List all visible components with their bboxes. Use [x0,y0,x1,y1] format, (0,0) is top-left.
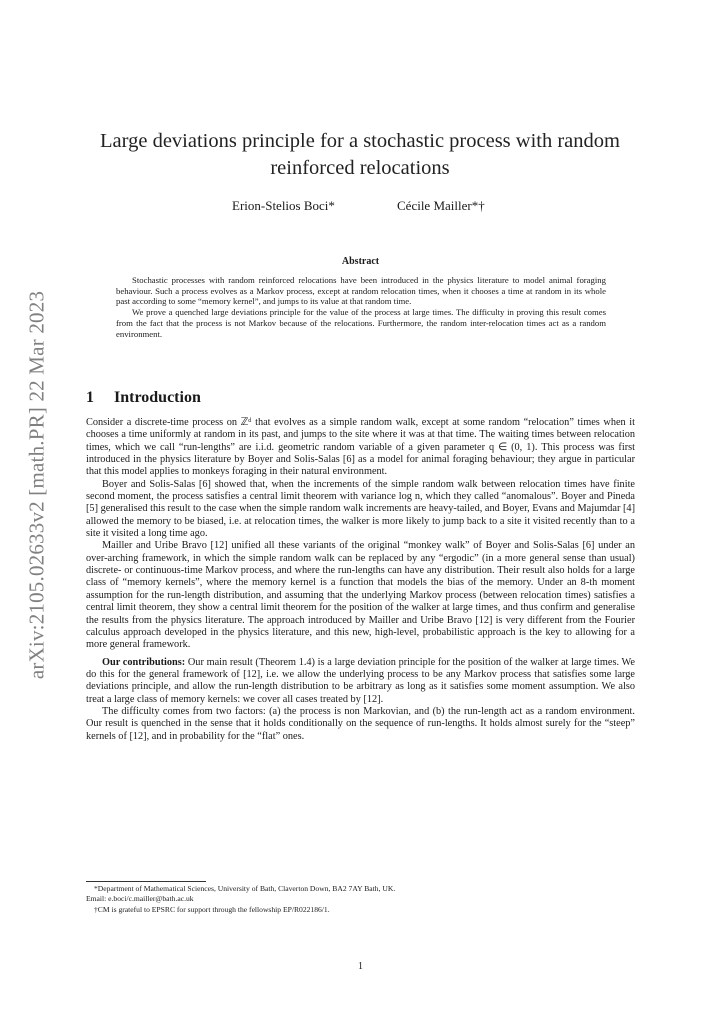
abstract-paragraph-1: Stochastic processes with random reinforced relocations have been introduced in the physics literature to model animal foraging behaviour. Such a process evolves as a Markov process, except at random relocation times, when it chooses a time at random in its whole past according to some “memory kernel”, and jumps to its value at that random time. [116,275,606,307]
body-paragraph-4 [86,657,635,706]
footnote-rule [86,881,206,882]
footnote-affiliation: *Department of Mathematical Sciences, University of Bath, Claverton Down, BA2 7AY Bath, UK. [94,884,396,893]
author-1: Erion-Stelios Boci* [232,198,335,213]
section-title: Introduction [114,389,201,406]
contributions-text: Our main result (Theorem 1.4) is a large deviation principle for the position of the walker at large times. We do this for the general framework of [12], i.e. we allow the underlying process to be any Markov process that satisfies some large deviations principle, and allow the run-length distribution to be arbitrary as long as it satisfies some moment assumption. We also treat a large class of memory kernels: we cover all cases treated by [12]. [86,656,635,705]
abstract-paragraph-2: We prove a quenched large deviations principle for the value of the process at large times. The difficulty in proving this result comes from the fact that the process is not Markov because of the relocations. Furthermore, the random inter-relocation times act as a random environment. [116,307,606,339]
section-heading [86,389,201,407]
arxiv-sidebar-stamp [22,290,52,680]
author-list [0,198,721,216]
page-number: 1 [358,961,363,972]
body-paragraph-2: Boyer and Solis-Salas [6] showed that, when the increments of the simple random walk between relocation times have finite second moment, the process satisfies a central limit theorem with variance log n, which they called “anomalous”. Boyer and Pineda [5] generalised this result to the case when the simple random walk increments are heavy-tailed, and Boyer, Evans and Majumdar [4] allowed the memory to be biased, i.e. at relocation times, the walker is more likely to jump back to a site it visited recently than to a site it visited a long time ago. [86,478,635,540]
paper-title: Large deviations principle for a stochastic process with random reinforced relocations [100,130,620,179]
abstract [116,275,606,339]
footnote-funding: †CM is grateful to EPSRC for support through the fellowship EP/R022186/1. [94,904,330,914]
body-paragraph-1: Consider a discrete-time process on ℤᵈ that evolves as a simple random walk, except at some random “relocation” times when it chooses a time uniformly at random in its past, and jumps to the site where it was at that time. The waiting times between relocation times, which we call “run-lengths” are i.i.d. geometric random variable of a given parameter q ∈ (0, 1). This process was first introduced in the physics literature by Boyer and Solis-Salas [6] as a model for animal foraging behaviour; they argue in particular that this model applies to monkeys foraging in their natural environment. [86,417,635,478]
body-paragraph-5: The difficulty comes from two factors: (a) the process is non Markovian, and (b) the run-length act as a random environment. Our result is quenched in the sense that it holds conditionally on the sequence of run-lengths. It holds almost surely for the “steep” kernels of [12], and in probability for the “flat” ones. [86,705,635,742]
introduction-body [86,417,635,743]
footnote-email: Email: e.boci/c.mailler@bath.ac.uk [86,894,194,904]
contributions-lead: Our contributions: [102,656,186,668]
abstract-heading: Abstract [341,256,380,267]
footnotes [86,884,635,915]
body-paragraph-3: Mailler and Uribe Bravo [12] unified all these variants of the original “monkey walk” of Boyer and Solis-Salas [6] under an over-arching framework, in which the simple random walk can be replaced by any “ergodic” (in a more general sense than usual) discrete- or continuous-time Markov process, and where the run-lengths can have any distribution. Their result also holds for a large class of “memory kernels”, where the memory kernel is a function that models the bias of the memory. Under an 8-th moment assumption for the run-length distribution, and assuming that the underlying Markov process (between relocation times) satisfies a central limit theorem, they show a central limit theorem for the position of the walker at large times, and thus confirm and generalise the results from the physics literature. The approach introduced by Mailler and Uribe Bravo [12] is very different from the Fourier calculus approach developed in the physics literature, and this new, high-level, probabilistic approach is the key to allowing for a more general framework. [86,540,635,651]
arxiv-identifier[interactable]: arXiv:2105.02633v2 [math.PR] 22 Mar 2023 [24,290,49,680]
section-number: 1 [86,389,94,406]
author-2: Cécile Mailler*† [397,198,485,213]
